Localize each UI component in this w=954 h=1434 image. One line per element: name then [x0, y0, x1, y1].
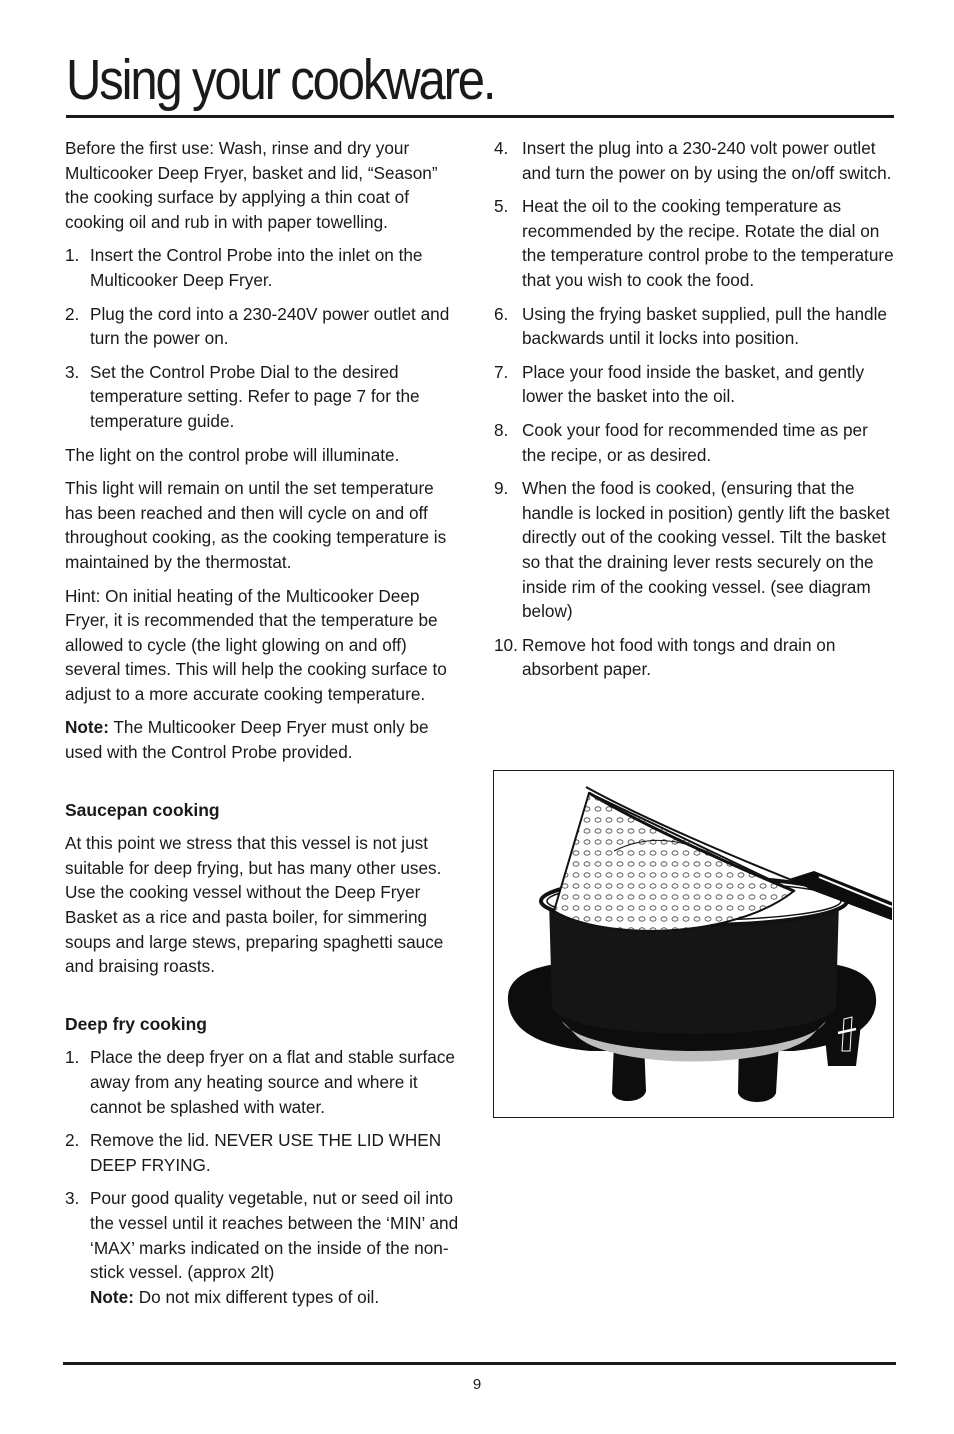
step-number: 4.	[494, 138, 509, 158]
setup-step	[65, 360, 465, 434]
deepfry-steps-list	[65, 1045, 465, 1309]
section-spacer	[65, 988, 465, 1012]
light-paragraph: The light on the control probe will illuminate.	[65, 444, 400, 465]
deep-fryer-diagram	[493, 770, 894, 1118]
step-number: 7.	[494, 361, 509, 382]
step-number: 1.	[65, 1047, 80, 1068]
frying-step	[494, 136, 896, 185]
right-column	[494, 136, 896, 691]
step-text: Remove hot food with tongs and drain on absorbent paper.	[522, 634, 836, 680]
frying-step	[494, 418, 896, 467]
frying-basket	[554, 787, 799, 931]
step-number: 8.	[494, 419, 509, 440]
left-column	[65, 136, 465, 1318]
step-number: 6.	[494, 303, 509, 324]
step-text: Insert the plug into a 230-240 volt power outlet and turn the power on by using the on/off switch.	[522, 138, 892, 183]
step-text: When the food is cooked, (ensuring that the handle is locked in position) gently lift the basket directly out of the cooking vessel. Tilt the basket so that the draining lever rests securely on the inside rim of the cooking vessel. (see diagram below)	[522, 478, 890, 622]
deepfry-step	[65, 1045, 465, 1119]
setup-step	[65, 302, 465, 351]
page-title: Using your cookware.	[66, 48, 495, 112]
oil-note-text: Do not mix different types of oil.	[133, 1286, 380, 1307]
step-text: Remove the lid. NEVER USE THE LID WHEN DEEP FRYING.	[90, 1130, 442, 1175]
frying-step	[494, 633, 896, 682]
frying-step	[494, 194, 896, 292]
step-number: 2.	[65, 1130, 80, 1151]
step-text: Place your food inside the basket, and gently lower the basket into the oil.	[522, 361, 865, 407]
deepfry-step	[65, 1186, 465, 1309]
step-number: 3.	[65, 361, 80, 382]
step-text: Cook your food for recommended time as per the recipe, or as desired.	[522, 419, 868, 465]
step-text: Using the frying basket supplied, pull the handle backwards until it locks into position.	[522, 303, 887, 349]
setup-steps-list	[65, 243, 465, 433]
step-text: Pour good quality vegetable, nut or seed oil into the vessel until it reaches between the ‘MIN’ and ‘MAX’ marks indicated on the inside of the non-stick vessel. (approx 2lt)	[90, 1188, 459, 1283]
section-spacer	[65, 774, 465, 798]
note-text: The Multicooker Deep Fryer must only be used with the Control Probe provided.	[65, 717, 429, 763]
setup-step	[65, 243, 465, 292]
step-number: 10.	[494, 634, 518, 655]
frying-step	[494, 476, 896, 624]
step-number: 2.	[65, 303, 80, 324]
oil-note-label: Note:	[90, 1286, 134, 1307]
deepfry-heading: Deep fry cooking	[65, 1013, 207, 1034]
frying-step	[494, 302, 896, 351]
note-paragraph	[65, 715, 465, 764]
hint-paragraph: Hint: On initial heating of the Multicooker Deep Fryer, it is recommended that the temperature be allowed to cycle (the light glowing on and off) several times. This will help the cooking surface to adjust to a more accurate cooking temperature.	[65, 585, 447, 704]
step-text: Insert the Control Probe into the inlet on the Multicooker Deep Fryer.	[90, 245, 423, 290]
saucepan-heading: Saucepan cooking	[65, 799, 220, 820]
frying-step	[494, 360, 896, 409]
title-divider	[66, 115, 894, 118]
step-number: 5.	[494, 196, 509, 217]
step-text: Place the deep fryer on a flat and stable surface away from any heating source and where it cannot be splashed with water.	[90, 1047, 455, 1117]
light-remain-paragraph: This light will remain on until the set temperature has been reached and then will cycle on and off throughout cooking, as the cooking temperature is maintained by the thermostat.	[65, 478, 447, 572]
step-text: Set the Control Probe Dial to the desired temperature setting. Refer to page 7 for the temperature guide.	[90, 361, 420, 431]
step-number: 3.	[65, 1188, 80, 1209]
deepfry-step	[65, 1128, 465, 1177]
step-text: Heat the oil to the cooking temperature as recommended by the recipe. Rotate the dial on the temperature control probe to the temperature that you wish to cook the food.	[522, 196, 894, 290]
step-number: 9.	[494, 478, 509, 499]
step-number: 1.	[65, 245, 80, 266]
step-text: Plug the cord into a 230-240V power outlet and turn the power on.	[90, 303, 450, 349]
note-label: Note:	[65, 717, 109, 738]
intro-paragraph: Before the first use: Wash, rinse and dry your Multicooker Deep Fryer, basket and lid, “Season” the cooking surface by applying a thin coat of cooking oil and rub in with paper towelling.	[65, 138, 438, 232]
frying-steps-list	[494, 136, 896, 682]
page-number: 9	[472, 1376, 482, 1393]
fryer-illustration	[494, 771, 892, 1116]
footer-divider	[63, 1362, 896, 1365]
saucepan-paragraph: At this point we stress that this vessel is not just suitable for deep frying, but has many other uses. Use the cooking vessel without the Deep Fryer Basket as a rice and pasta boiler, for simmering soups and large stews, preparing spaghetti sauce and braising roasts.	[65, 833, 444, 977]
